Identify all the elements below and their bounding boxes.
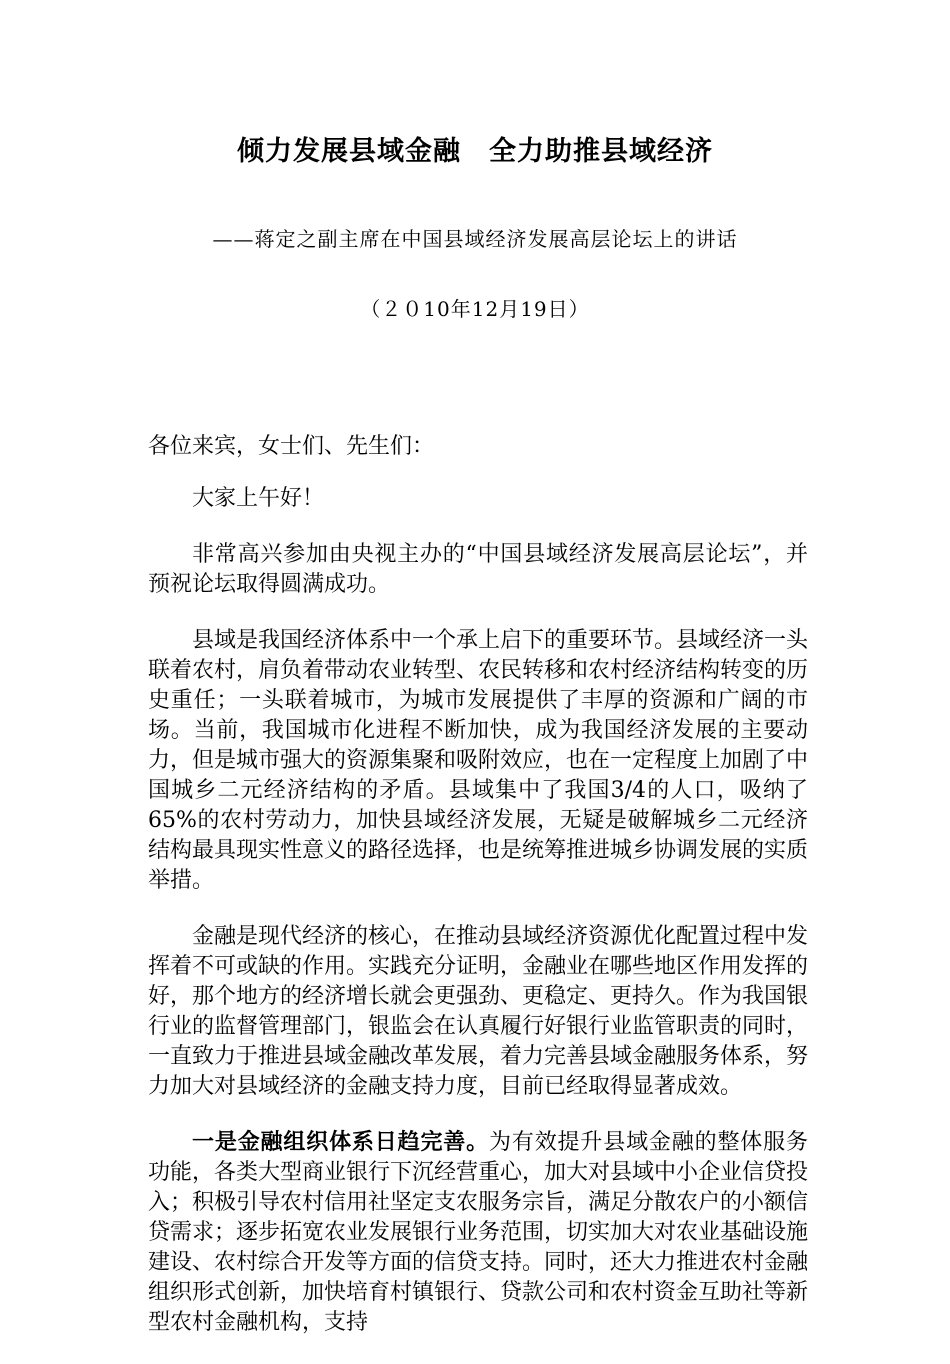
point-one-lead: 一是金融组织体系日趋完善。	[192, 1130, 489, 1155]
paragraph-county-economy: 县域是我国经济体系中一个承上启下的重要环节。县域经济一头联着农村，肩负着带动农业转型、农民转移和农村经济结构转变的历史重任；一头联着城市，为城市发展提供了丰厚的资源和广阔的市场。当前，我国城市化进程不断加快，成为我国经济发展的主要动力，但是城市强大的资源集聚和吸附效应，也在一定程度上加剧了中国城乡二元经济结构的矛盾。县域集中了我国3/4的人口，吸纳了65%的农村劳动力，加快县域经济发展，无疑是破解城乡二元经济结构最具现实性意义的路径选择，也是统筹推进城乡协调发展的实质举措。	[148, 628, 809, 893]
salutation: 各位来宾，女士们、先生们：	[148, 434, 435, 459]
document-title: 倾力发展县域金融 全力助推县域经济	[237, 136, 713, 167]
paragraph-point-one	[148, 1128, 808, 1338]
paragraph-opening: 非常高兴参加由央视主办的“中国县域经济发展高层论坛”，并预祝论坛取得圆满成功。	[148, 542, 808, 597]
document-date: （２０10年12月19日）	[360, 297, 590, 321]
document-subtitle: ——蒋定之副主席在中国县域经济发展高层论坛上的讲话	[212, 227, 738, 251]
paragraph-finance-core: 金融是现代经济的核心，在推动县域经济资源优化配置过程中发挥着不可或缺的作用。实践充分证明，金融业在哪些地区作用发挥的好，那个地方的经济增长就会更强劲、更稳定、更持久。作为我国银行业的监督管理部门，银监会在认真履行好银行业监管职责的同时，一直致力于推进县域金融改革发展，着力完善县域金融服务体系，努力加大对县域经济的金融支持力度，目前已经取得显著成效。	[148, 924, 809, 1099]
point-one-text: 为有效提升县域金融的整体服务功能，各类大型商业银行下沉经营重心，加大对县域中小企业信贷投入；积极引导农村信用社坚定支农服务宗旨，满足分散农户的小额信贷需求；逐步拓宽农业发展银行业务范围，切实加大对农业基础设施建设、农村综合开发等方面的信贷支持。同时，还大力推进农村金融组织形式创新，加快培育村镇银行、贷款公司和农村资金互助社等新型农村金融机构，支持	[148, 1130, 809, 1335]
document-body	[148, 432, 808, 1364]
greeting: 大家上午好！	[192, 486, 325, 511]
